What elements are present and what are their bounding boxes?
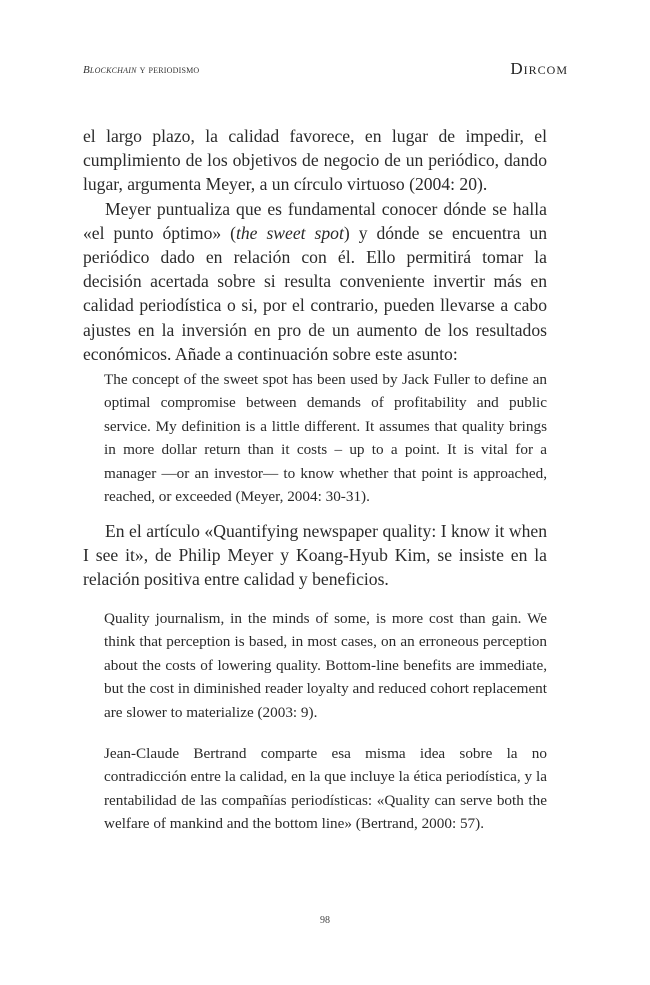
- block-quote-2: [104, 607, 547, 724]
- body-block-2: [83, 519, 547, 592]
- quote-2-text: Quality journalism, in the minds of some, is more cost than gain. We think that perception is based, in most cases, on an erroneous perception about the costs of lowering quality. Bottom-line benefits are immediate, but the cost in diminished reader loyalty and reduced cohort replacement are slower to materialize (2003: 9).: [104, 610, 547, 721]
- page-number: 98: [320, 915, 330, 926]
- paragraph-3: En el artículo «Quantifying newspaper quality: I know it when I see it», de Philip Meyer y Koang-Hyub Kim, se insiste en la relación positiva entre calidad y beneficios.: [83, 521, 547, 590]
- paragraph-2-italic: the sweet spot: [236, 222, 344, 243]
- paragraph-2-after: ) y dónde se encuentra un periódico dado en relación con él. Ello permitirá tomar la decisión acertada sobre si resulta conveniente invertir más en calidad periodística o si, por el contrario, pueden llevarse a cabo ajustes en la inversión en pro de un aumento de los resultados económicos. Añade a continuación sobre este asunto:: [83, 222, 547, 364]
- running-header-section: Dircom: [510, 59, 568, 78]
- running-header-title: [83, 64, 199, 76]
- header-title-rest: y periodismo: [136, 64, 200, 76]
- paragraph-2-before: Meyer puntualiza que es fundamental conocer dónde se halla «el punto óptimo» (: [83, 198, 547, 243]
- quote-1-text: The concept of the sweet spot has been used by Jack Fuller to define an optimal compromise between demands of profitability and public service. My definition is a little different. It assumes that quality brings in more dollar return than it costs – up to a point. It is vital for a manager —or an investor— to know whether that point is approached, reached, or exceeded (Meyer, 2004: 30-31).: [104, 371, 547, 506]
- block-quote-1: [104, 368, 547, 508]
- header-title-italic: Blockchain: [83, 64, 137, 76]
- body-block-1: [83, 124, 547, 366]
- paragraph-4-block: [104, 742, 547, 836]
- paragraph-2: [83, 197, 547, 366]
- paragraph-1: el largo plazo, la calidad favorece, en lugar de impedir, el cumplimiento de los objetivos de negocio de un periódico, dando lugar, argumenta Meyer, a un círculo virtuoso (2004: 20).: [83, 126, 547, 195]
- paragraph-4: Jean-Claude Bertrand comparte esa misma idea sobre la no contradicción entre la calidad, en la que incluye la ética periodística, y la rentabilidad de las compañías periodísticas: «Quality can serve both the welfare of mankind and the bottom line» (Bertrand, 2000: 57).: [104, 745, 547, 833]
